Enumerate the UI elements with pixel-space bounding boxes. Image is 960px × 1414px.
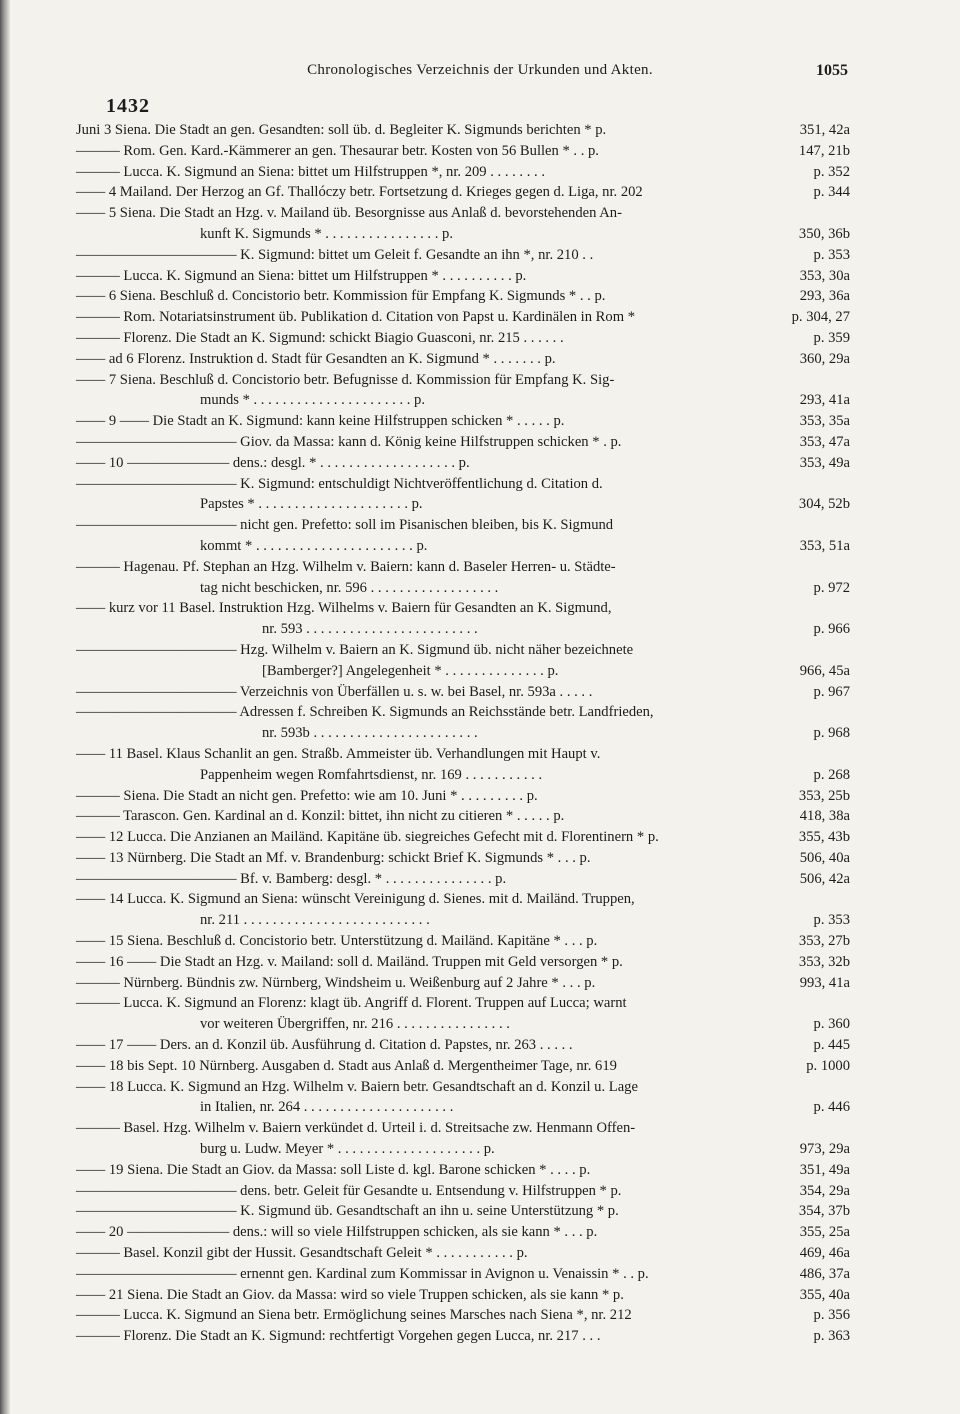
entry-text: —— 19 Siena. Die Stadt an Giov. da Massa: soll Liste d. kgl. Barone schicken * . . . . p. xyxy=(76,1161,591,1178)
entry-line xyxy=(0,1285,960,1306)
entry-line xyxy=(0,1264,960,1285)
entry-text: ——— Lucca. K. Sigmund an Siena betr. Ermöglichung seines Marsches nach Siena *, nr. 212 xyxy=(76,1307,632,1324)
page-reference: 293, 41a xyxy=(799,392,850,409)
entry-text: ——— Rom. Gen. Kard.-Kämmerer an gen. Thesaurar betr. Kosten von 56 Bullen * . . p. xyxy=(76,142,599,159)
entry-text: ——————————— Hzg. Wilhelm v. Baiern an K. Sigmund üb. nicht näher bezeichnete xyxy=(76,641,634,658)
entry-line xyxy=(0,910,960,931)
entry-text: ——————————— K. Sigmund: entschuldigt Nichtveröffentlichung d. Citation d. xyxy=(76,475,603,492)
entry-text: kunft K. Sigmunds * . . . . . . . . . . . . . . . . p. xyxy=(200,225,453,242)
entry-line xyxy=(0,328,960,349)
entry-text: Papstes * . . . . . . . . . . . . . . . . . . . . . p. xyxy=(200,496,423,513)
entry-line xyxy=(0,453,960,474)
entry-text: ——— Lucca. K. Sigmund an Siena: bittet um Hilfstruppen * . . . . . . . . . . p. xyxy=(76,267,527,284)
entry-line xyxy=(0,869,960,890)
page-reference: 355, 40a xyxy=(799,1286,850,1303)
entry-line xyxy=(0,1326,960,1347)
entry-text: ——————————— Verzeichnis von Überfällen u. s. w. bei Basel, nr. 593a . . . . . xyxy=(76,683,593,700)
page-reference: 353, 32b xyxy=(798,953,850,970)
entry-text: —— 15 Siena. Beschluß d. Concistorio betr. Unterstützung d. Mailänd. Kapitäne * . . . p. xyxy=(76,933,598,950)
entry-line xyxy=(0,1243,960,1264)
entry-line xyxy=(0,1160,960,1181)
entry-line xyxy=(0,474,960,495)
entry-line xyxy=(0,827,960,848)
page-reference: 966, 45a xyxy=(799,662,850,679)
page-reference: 293, 36a xyxy=(799,288,850,305)
entry-text: —— 16 —— Die Stadt an Hzg. v. Mailand: soll d. Mailänd. Truppen mit Geld versorgen * p. xyxy=(76,953,623,970)
running-header xyxy=(0,62,960,84)
entry-line xyxy=(0,536,960,557)
entry-text: ——— Hagenau. Pf. Stephan an Hzg. Wilhelm v. Baiern: kann d. Baseler Herren- u. Städte- xyxy=(76,558,616,575)
page-reference: p. 445 xyxy=(813,1037,850,1054)
entry-line xyxy=(0,515,960,536)
entry-text: Juni 3 Siena. Die Stadt an gen. Gesandten: soll üb. d. Begleiter K. Sigmunds berichten * p. xyxy=(76,122,607,138)
entry-line xyxy=(0,162,960,183)
page-reference: 353, 35a xyxy=(799,413,850,430)
entry-text: vor weiteren Übergriffen, nr. 216 . . . . . . . . . . . . . . . . xyxy=(200,1016,510,1033)
entry-line xyxy=(0,432,960,453)
entry-text: ——— Florenz. Die Stadt an K. Sigmund: rechtfertigt Vorgehen gegen Lucca, nr. 217 . . . xyxy=(76,1328,601,1345)
entry-line xyxy=(0,889,960,910)
page-reference: 355, 43b xyxy=(798,829,850,846)
entry-line xyxy=(0,1201,960,1222)
entry-line xyxy=(0,245,960,266)
page-reference: p. 967 xyxy=(813,683,850,700)
entry-line xyxy=(0,786,960,807)
entry-line xyxy=(0,1181,960,1202)
entry-line xyxy=(0,723,960,744)
page-reference: p. 304, 27 xyxy=(791,309,850,326)
entry-line xyxy=(0,1097,960,1118)
page-reference: p. 268 xyxy=(813,766,850,783)
entry-text: nr. 593b . . . . . . . . . . . . . . . . . . . . . . . xyxy=(262,725,478,742)
page-reference: 353, 25b xyxy=(798,787,850,804)
entry-text: in Italien, nr. 264 . . . . . . . . . . . . . . . . . . . . . xyxy=(200,1099,454,1116)
entry-text: —— 13 Nürnberg. Die Stadt an Mf. v. Brandenburg: schickt Brief K. Sigmunds * . . . p. xyxy=(76,849,591,866)
entry-text: ——————————— Giov. da Massa: kann d. König keine Hilfstruppen schicken * . p. xyxy=(76,433,622,450)
entry-text: ——— Basel. Konzil gibt der Hussit. Gesandtschaft Geleit * . . . . . . . . . . . p. xyxy=(76,1245,528,1262)
entry-text: munds * . . . . . . . . . . . . . . . . . . . . . . p. xyxy=(200,392,425,409)
entry-text: —— ad 6 Florenz. Instruktion d. Stadt für Gesandten an K. Sigmund * . . . . . . . p. xyxy=(76,350,556,367)
entry-text: —— 18 Lucca. K. Sigmund an Hzg. Wilhelm v. Baiern betr. Gesandtschaft an d. Konzil u. Lage xyxy=(76,1078,638,1095)
entry-text: —— 17 —— Ders. an d. Konzil üb. Ausführung d. Citation d. Papstes, nr. 263 . . . . . xyxy=(76,1037,573,1054)
page-reference: p. 352 xyxy=(813,163,850,180)
entry-text: ——————————— Bf. v. Bamberg: desgl. * . . . . . . . . . . . . . . . p. xyxy=(76,870,507,887)
page-reference: 353, 49a xyxy=(799,454,850,471)
entry-line xyxy=(0,702,960,723)
page-reference: 353, 27b xyxy=(798,933,850,950)
entry-text: —— 12 Lucca. Die Anzianen an Mailänd. Kapitäne üb. siegreiches Gefecht mit d. Florentinern * p. xyxy=(76,829,659,846)
entry-text: —— 10 ——————— dens.: desgl. * . . . . . . . . . . . . . . . . . . . p. xyxy=(76,454,470,471)
page-reference: 354, 29a xyxy=(799,1182,850,1199)
page-reference: p. 966 xyxy=(813,621,850,638)
entry-text: —— 7 Siena. Beschluß d. Concistorio betr. Befugnisse d. Kommission für Empfang K. Sig- xyxy=(76,371,615,388)
entry-line xyxy=(0,349,960,370)
entry-line xyxy=(0,993,960,1014)
page-reference: 993, 41a xyxy=(799,974,850,991)
entry-text: nr. 211 . . . . . . . . . . . . . . . . . . . . . . . . . . xyxy=(200,912,430,929)
entry-text: Pappenheim wegen Romfahrtsdienst, nr. 169 . . . . . . . . . . . xyxy=(200,766,543,783)
entry-line xyxy=(0,1077,960,1098)
page-reference: p. 359 xyxy=(813,329,850,346)
entry-line xyxy=(0,286,960,307)
entry-text: ——————————— K. Sigmund: bittet um Geleit f. Gesandte an ihn *, nr. 210 . . xyxy=(76,246,594,263)
page-reference: p. 446 xyxy=(813,1099,850,1116)
entry-line xyxy=(0,619,960,640)
entry-text: tag nicht beschicken, nr. 596 . . . . . . . . . . . . . . . . . . xyxy=(200,579,499,596)
entry-text: [Bamberger?] Angelegenheit * . . . . . . . . . . . . . . p. xyxy=(262,662,559,679)
page-reference: p. 353 xyxy=(813,246,850,263)
page-reference: 506, 42a xyxy=(799,870,850,887)
entry-line xyxy=(0,494,960,515)
page-reference: p. 1000 xyxy=(806,1057,850,1074)
entry-text: ——— Lucca. K. Sigmund an Florenz: klagt üb. Angriff d. Florent. Truppen auf Lucca; warnt xyxy=(76,995,627,1012)
entry-text: ——— Siena. Die Stadt an nicht gen. Prefetto: wie am 10. Juni * . . . . . . . . . p. xyxy=(76,787,538,804)
page-reference: 351, 49a xyxy=(799,1161,850,1178)
entry-line xyxy=(0,1118,960,1139)
page-reference: 354, 37b xyxy=(798,1203,850,1220)
entry-line xyxy=(0,1056,960,1077)
page-reference: p. 972 xyxy=(813,579,850,596)
page-reference: 350, 36b xyxy=(798,225,850,242)
entry-text: ——— Florenz. Die Stadt an K. Sigmund: schickt Biagio Guasconi, nr. 215 . . . . . . xyxy=(76,329,564,346)
entry-text: ——————————— nicht gen. Prefetto: soll im Pisanischen bleiben, bis K. Sigmund xyxy=(76,517,614,534)
page-reference: p. 344 xyxy=(813,184,850,201)
year-heading: 1432 xyxy=(106,95,150,117)
entry-line xyxy=(0,224,960,245)
entry-line xyxy=(0,370,960,391)
entry-line xyxy=(0,578,960,599)
page-reference: p. 968 xyxy=(813,725,850,742)
page-reference: 147, 21b xyxy=(798,142,850,159)
entry-line xyxy=(0,973,960,994)
entry-text: ——— Rom. Notariatsinstrument üb. Publikation d. Citation von Papst u. Kardinälen in Rom * xyxy=(76,309,635,326)
chronological-entries xyxy=(0,120,960,1347)
entry-text: —— 4 Mailand. Der Herzog an Gf. Thallóczy betr. Fortsetzung d. Krieges gegen d. Liga, nr. 202 xyxy=(76,184,643,201)
entry-text: ——— Tarascon. Gen. Kardinal an d. Konzil: bittet, ihn nicht zu citieren * . . . . . p. xyxy=(76,808,565,825)
running-title: Chronologisches Verzeichnis der Urkunden und Akten. xyxy=(307,62,653,78)
entry-line xyxy=(0,182,960,203)
entry-line xyxy=(0,806,960,827)
entry-text: ——— Basel. Hzg. Wilhelm v. Baiern verkündet d. Urteil i. d. Streitsache zw. Henmann Offen- xyxy=(76,1120,636,1137)
entry-text: kommt * . . . . . . . . . . . . . . . . . . . . . . p. xyxy=(200,537,428,554)
page-reference: 353, 47a xyxy=(799,433,850,450)
entry-text: ——————————— ernennt gen. Kardinal zum Kommissar in Avignon u. Venaissin * . . p. xyxy=(76,1265,649,1282)
entry-text: ——— Nürnberg. Bündnis zw. Nürnberg, Windsheim u. Weißenburg auf 2 Jahre * . . . p. xyxy=(76,974,596,991)
page-reference: p. 360 xyxy=(813,1016,850,1033)
entry-line xyxy=(0,1014,960,1035)
entry-line xyxy=(0,307,960,328)
entry-line xyxy=(0,120,960,141)
page-reference: 353, 30a xyxy=(799,267,850,284)
entry-text: ——— Lucca. K. Sigmund an Siena: bittet um Hilfstruppen *, nr. 209 . . . . . . . . xyxy=(76,163,545,180)
entry-line xyxy=(0,931,960,952)
entry-line xyxy=(0,1035,960,1056)
entry-text: —— 9 —— Die Stadt an K. Sigmund: kann keine Hilfstruppen schicken * . . . . . p. xyxy=(76,413,565,430)
page-reference: 304, 52b xyxy=(798,496,850,513)
entry-text: —— 21 Siena. Die Stadt an Giov. da Massa: wird so viele Truppen schicken, als sie kann * p. xyxy=(76,1286,624,1303)
entry-line xyxy=(0,411,960,432)
entry-text: —— 5 Siena. Die Stadt an Hzg. v. Mailand üb. Besorgnisse aus Anlaß d. bevorstehenden An- xyxy=(76,205,622,222)
entry-text: ——————————— K. Sigmund üb. Gesandtschaft an ihn u. seine Unterstützung * p. xyxy=(76,1203,619,1220)
entry-text: ——————————— Adressen f. Schreiben K. Sigmunds an Reichsstände betr. Landfrieden, xyxy=(76,704,654,721)
page-reference: 506, 40a xyxy=(799,849,850,866)
page-reference: 486, 37a xyxy=(799,1265,850,1282)
page-reference: 353, 51a xyxy=(799,537,850,554)
entry-text: burg u. Ludw. Meyer * . . . . . . . . . . . . . . . . . . . . p. xyxy=(200,1141,495,1158)
entry-text: —— 11 Basel. Klaus Schanlit an gen. Straßb. Ammeister üb. Verhandlungen mit Haupt v. xyxy=(76,745,601,762)
entry-text: —— 18 bis Sept. 10 Nürnberg. Ausgaben d. Stadt aus Anlaß d. Mergentheimer Tage, nr. 619 xyxy=(76,1057,617,1074)
page-reference: 360, 29a xyxy=(799,350,850,367)
entry-line xyxy=(0,203,960,224)
page-reference: p. 363 xyxy=(813,1328,850,1345)
entry-line xyxy=(0,390,960,411)
entry-line xyxy=(0,557,960,578)
entry-text: —— 14 Lucca. K. Sigmund an Siena: wünscht Vereinigung d. Sienes. mit d. Mailänd. Truppen, xyxy=(76,891,635,908)
entry-line xyxy=(0,765,960,786)
entry-line xyxy=(0,640,960,661)
entry-text: —— 6 Siena. Beschluß d. Concistorio betr. Kommission für Empfang K. Sigmunds * . . p. xyxy=(76,288,606,305)
entry-text: ——————————— dens. betr. Geleit für Gesandte u. Entsendung v. Hilfstruppen * p. xyxy=(76,1182,622,1199)
entry-line xyxy=(0,598,960,619)
page-reference: 973, 29a xyxy=(799,1141,850,1158)
entry-line xyxy=(0,952,960,973)
entry-line xyxy=(0,266,960,287)
entry-line xyxy=(0,1139,960,1160)
entry-line xyxy=(0,661,960,682)
entry-text: —— kurz vor 11 Basel. Instruktion Hzg. Wilhelms v. Baiern für Gesandten an K. Sigmund, xyxy=(76,600,612,617)
page-reference: 355, 25a xyxy=(799,1224,850,1241)
entry-line xyxy=(0,682,960,703)
page-number: 1055 xyxy=(816,62,848,79)
entry-text: nr. 593 . . . . . . . . . . . . . . . . . . . . . . . . xyxy=(262,621,478,638)
page-reference: 351, 42a xyxy=(799,122,850,138)
entry-line xyxy=(0,1222,960,1243)
entry-line xyxy=(0,744,960,765)
entry-line xyxy=(0,848,960,869)
entry-line xyxy=(0,141,960,162)
page-reference: p. 356 xyxy=(813,1307,850,1324)
entry-text: —— 20 ——————— dens.: will so viele Hilfstruppen schicken, als sie kann * . . . p. xyxy=(76,1224,598,1241)
entry-line xyxy=(0,1305,960,1326)
page-reference: 418, 38a xyxy=(799,808,850,825)
page-reference: p. 353 xyxy=(813,912,850,929)
page-reference: 469, 46a xyxy=(799,1245,850,1262)
